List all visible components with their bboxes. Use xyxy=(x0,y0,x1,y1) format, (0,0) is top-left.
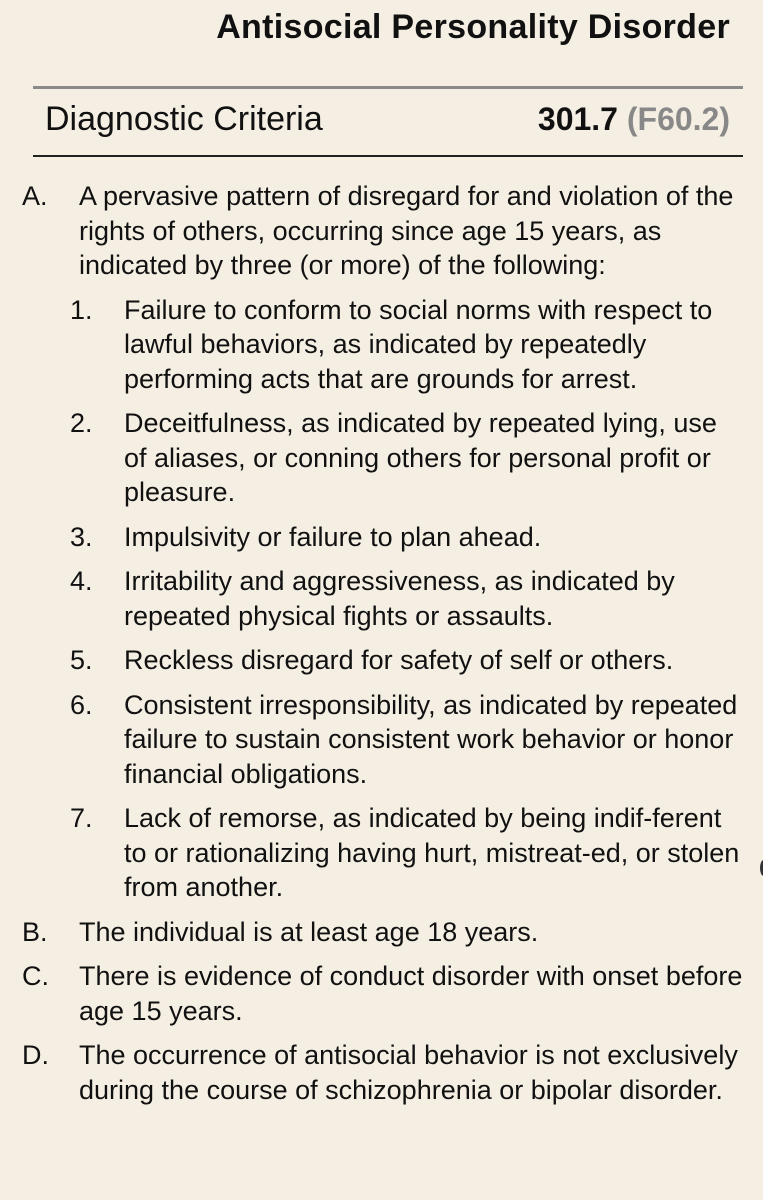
top-rule xyxy=(33,86,743,89)
subcriterion-3 xyxy=(0,520,763,555)
criterion-marker: D. xyxy=(22,1040,49,1070)
section-heading xyxy=(45,100,730,146)
subcriterion-4 xyxy=(0,564,763,633)
criterion-marker: B. xyxy=(22,916,48,947)
subcriterion-number: 4. xyxy=(70,566,93,596)
subcriterion-text: Irritability and aggressiveness, as indicated by repeated physical fights or assaults. xyxy=(124,566,675,631)
code-primary: 301.7 xyxy=(537,101,618,137)
diagnostic-code xyxy=(538,101,730,138)
criterion-a xyxy=(0,179,763,283)
section-label: Diagnostic Criteria xyxy=(45,100,323,138)
heading-rule xyxy=(33,155,743,157)
criteria-list xyxy=(0,179,763,1107)
subcriterion-5 xyxy=(0,643,763,678)
criterion-b xyxy=(0,915,763,950)
criterion-text: There is evidence of conduct disorder with onset before age 15 years. xyxy=(79,961,743,1026)
subcriterion-text: Consistent irresponsibility, as indicated by repeated failure to sustain consistent work behavior or honor financial obligations. xyxy=(124,689,738,789)
subcriterion-number: 5. xyxy=(70,645,93,675)
subcriterion-number: 1. xyxy=(70,294,93,325)
subcriterion-text: Lack of remorse, as indicated by being indif-ferent to or rationalizing having hurt, mistreat-ed, or stolen from another. xyxy=(124,803,740,902)
subcriterion-text: Impulsivity or failure to plan ahead. xyxy=(124,521,542,552)
criterion-text: The individual is at least age 18 years. xyxy=(79,916,539,947)
criterion-marker: A. xyxy=(22,181,48,211)
subcriterion-text: Deceitfulness, as indicated by repeated lying, use of aliases, or conning others for personal profit or pleasure. xyxy=(124,408,717,507)
subcriterion-2 xyxy=(0,406,763,510)
criterion-text: The occurrence of antisocial behavior is not exclusively during the course of schizophrenia or bipolar disorder. xyxy=(79,1040,738,1105)
subcriterion-number: 2. xyxy=(70,408,93,438)
criterion-d xyxy=(0,1038,763,1107)
subcriterion-number: 7. xyxy=(70,803,93,833)
subcriterion-number: 3. xyxy=(70,521,93,552)
page-title: Antisocial Personality Disorder xyxy=(216,8,730,46)
subcriterion-1 xyxy=(0,293,763,397)
subcriterion-7 xyxy=(0,801,763,905)
subcriterion-6 xyxy=(0,688,763,792)
subcriterion-number: 6. xyxy=(70,689,93,720)
criterion-c xyxy=(0,959,763,1028)
subcriterion-text: Failure to conform to social norms with respect to lawful behaviors, as indicated by repeatedly performing acts that are grounds for arrest. xyxy=(124,294,713,394)
criterion-text: A pervasive pattern of disregard for and violation of the rights of others, occurring since age 15 years, as indicated by three (or more) of the following: xyxy=(79,181,734,280)
subcriterion-text: Reckless disregard for safety of self or others. xyxy=(124,645,674,675)
criterion-marker: C. xyxy=(22,961,49,991)
code-secondary: (F60.2) xyxy=(626,101,730,137)
